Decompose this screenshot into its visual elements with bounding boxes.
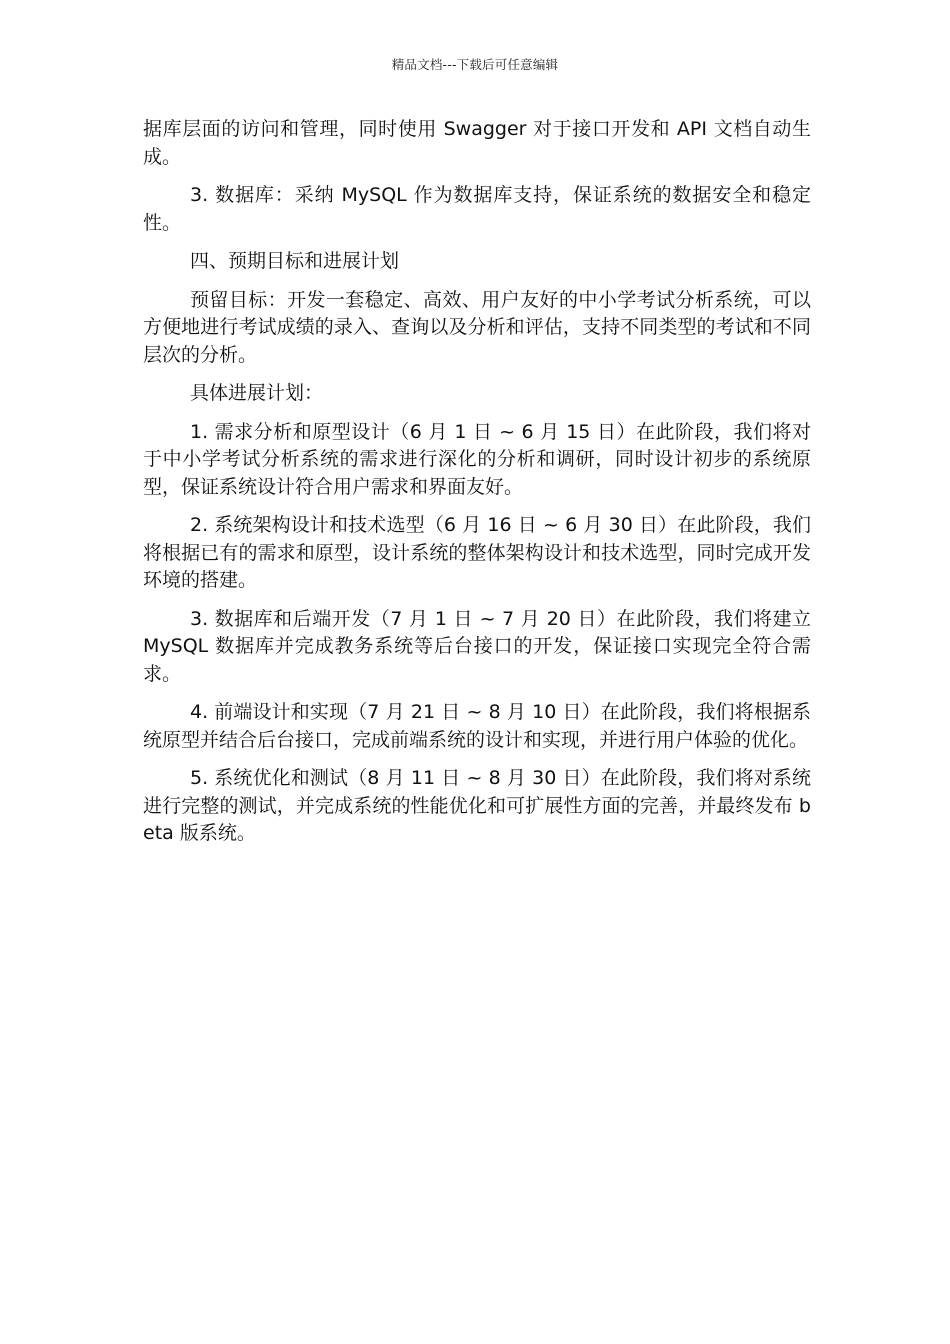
document-body: [143, 116, 811, 859]
page-header: 精品文档---下载后可任意编辑: [391, 57, 559, 72]
paragraph-goal: 预留目标：开发一套稳定、高效、用户友好的中小学考试分析系统，可以方便地进行考试成绩的录入、查询以及分析和评估，支持不同类型的考试和不同层次的分析。: [143, 288, 811, 366]
section-heading: 四、预期目标和进展计划: [190, 250, 400, 272]
plan-item-4: 4. 前端设计和实现（7 月 21 日 ~ 8 月 10 日）在此阶段，我们将根据系统原型并结合后台接口，完成前端系统的设计和实现，并进行用户体验的优化。: [143, 701, 811, 751]
plan-item-1: 1. 需求分析和原型设计（6 月 1 日 ~ 6 月 15 日）在此阶段，我们将对于中小学考试分析系统的需求进行深化的分析和调研，同时设计初步的系统原型，保证系统设计符合用户需求和界面友好。: [143, 420, 811, 498]
plan-item-2: 2. 系统架构设计和技术选型（6 月 16 日 ~ 6 月 30 日）在此阶段，我们将根据已有的需求和原型，设计系统的整体架构设计和技术选型，同时完成开发环境的搭建。: [143, 514, 811, 591]
paragraph-continuation: 据库层面的访问和管理，同时使用 Swagger 对于接口开发和 API 文档自动生成。: [143, 118, 811, 168]
paragraph-plan-intro: 具体进展计划：: [190, 382, 324, 404]
paragraph-database: 3. 数据库：采纳 MySQL 作为数据库支持，保证系统的数据安全和稳定性。: [143, 184, 811, 234]
plan-item-5: 5. 系统优化和测试（8 月 11 日 ~ 8 月 30 日）在此阶段，我们将对系统进行完整的测试，并完成系统的性能优化和可扩展性方面的完善，并最终发布 beta 版系统。: [143, 767, 811, 844]
plan-item-3: 3. 数据库和后端开发（7 月 1 日 ~ 7 月 20 日）在此阶段，我们将建立 MySQL 数据库并完成教务系统等后台接口的开发，保证接口实现完全符合需求。: [143, 607, 811, 685]
